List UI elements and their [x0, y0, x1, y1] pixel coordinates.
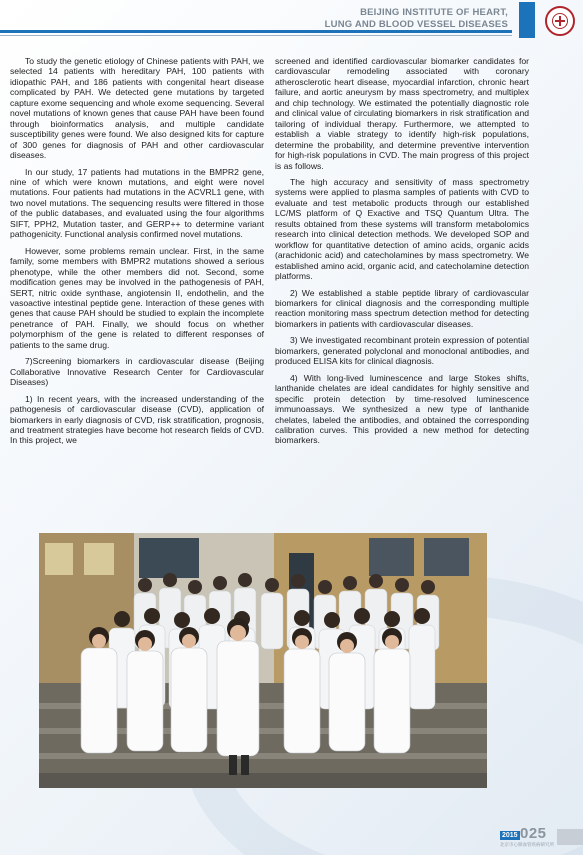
paragraph: To study the genetic etiology of Chinese patients with PAH, we selected 14 patients with hereditary PAH, 100 patients with idiopathic PAH, and 186 patients with congenital heart disease complicated by PAH. We detected gene mutations by targeted capture exome sequencing and whole exome sequencing. Several novel mutations of known genes that cause PAH have been found through bioinformatics analysis, and multiple candidate susceptibility genes were found. We also designed kits for capture of 300 genes for diagnosis of PAH and other cardiovascular diseases. — [10, 56, 264, 161]
footer-accent-bar — [557, 829, 583, 845]
paragraph: screened and identified cardiovascular biomarker candidates for cardiovascular remodeling associated with coronary atherosclerotic heart disease, myocardial infarction, chronic heart failure, and aortic aneurysm by mass spectrometry, and multiplex and chip technology. We estimated the potentially diagnostic role and clinical value of circulating biomarkers in risk stratification and tailoring of individual therapy. Furthermore, we attempted to establish a viable strategy to identify high-risk populations, determine the probability, and determine preventive intervention for high-risk populations in CVD. The main progress of this project is as follows. — [275, 56, 529, 171]
institute-name-line2: LUNG AND BLOOD VESSEL DISEASES — [324, 19, 508, 30]
left-text-column — [10, 56, 264, 452]
institute-name — [208, 7, 508, 31]
section-heading: 7)Screening biomarkers in cardiovascular disease (Beijing Collaborative Innovative Research Center for Cardiovascular Diseases) — [10, 356, 264, 388]
institute-name-line1: BEIJING INSTITUTE OF HEART, — [360, 7, 508, 18]
header-accent-bar — [519, 2, 535, 38]
paragraph: 1) In recent years, with the increased understanding of the pathogenesis of cardiovascular disease (CVD), application of biomarkers in early diagnosis of CVD, risk stratification, prognosis, and treatment strategies have become hot research fields of CVD. In this project, we — [10, 393, 264, 446]
group-photo-illustration — [39, 533, 487, 788]
institute-logo-icon — [545, 6, 575, 36]
page-number: 025 — [520, 825, 547, 842]
paragraph: In our study, 17 patients had mutations in the BMPR2 gene, nine of which were known mutations, and eight were novel mutations. Four patients had mutations in the ACVRL1 gene, with two novel mutations. The sequencing results were filtered in those of the public databases, and evaluated using the four algorithms SIFT, PPH2, Mutation taster, and GERP++ to determine variant pathogenicity. Functional analysis confirmed novel mutations. — [10, 166, 264, 240]
paragraph: However, some problems remain unclear. First, in the same family, some members with BMPR2 mutations showed a serious phenotype, while the other members did not. Second, some modification genes may be involved in the pathogenesis of PAH, SERT, nitric oxide synthase, angiotensin II, endothelin, and the vasoactive intestinal peptide gene. Interaction of these genes with genes that cause PAH should be studied to explain the incomplete penetrance of PAH. Finally, we should focus on whether polymorphism of the gene is related to different responses of patients to the same drug. — [10, 245, 264, 350]
paragraph: 2) We established a stable peptide library of cardiovascular biomarkers for clinical diagnosis and the corresponding multiple reaction monitoring mass spectrum detection method for detecting biomarkers in patients with cardiovascular diseases. — [275, 287, 529, 329]
header-rule — [0, 30, 512, 33]
paragraph: The high accuracy and sensitivity of mass spectrometry systems were applied to plasma samples of patients with CVD to evaluate and test metabolic products through our established LC/MS platform of Q Exactive and TSQ Quantum Ultra. The results obtained from these systems will transform metabolomics research into clinical detection methods. We developed SOP and workflow for quantitative detection of amino acids, organic acids (arachidonic acid) and catecholamines by mass spectrometry. We established amino acid, organic acid, and catecholamine detection platforms. — [275, 176, 529, 282]
page-header — [0, 0, 583, 40]
group-photo — [39, 533, 487, 788]
footer-year: 2015 — [502, 832, 518, 839]
page-footer — [500, 826, 555, 850]
footer-subtitle: 北京市心肺血管疾病研究所 — [500, 842, 554, 847]
paragraph: 3) We investigated recombinant protein expression of potential biomarkers, generated polyclonal and monoclonal antibodies, and produced ELISA kits for clinical diagnosis. — [275, 335, 529, 367]
header-rule-thin — [0, 35, 512, 36]
right-text-column — [275, 56, 529, 452]
paragraph: 4) With long-lived luminescence and large Stokes shifts, lanthanide chelates are ideal candidates for highly sensitive and specific protein detection by time-resolved luminescence immunoassays. We synthesized a new type of lanthanide chelates, labeled the antibodies, and obtained the corresponding calibration curves. This provided a new method for detecting biomarkers. — [275, 372, 529, 446]
